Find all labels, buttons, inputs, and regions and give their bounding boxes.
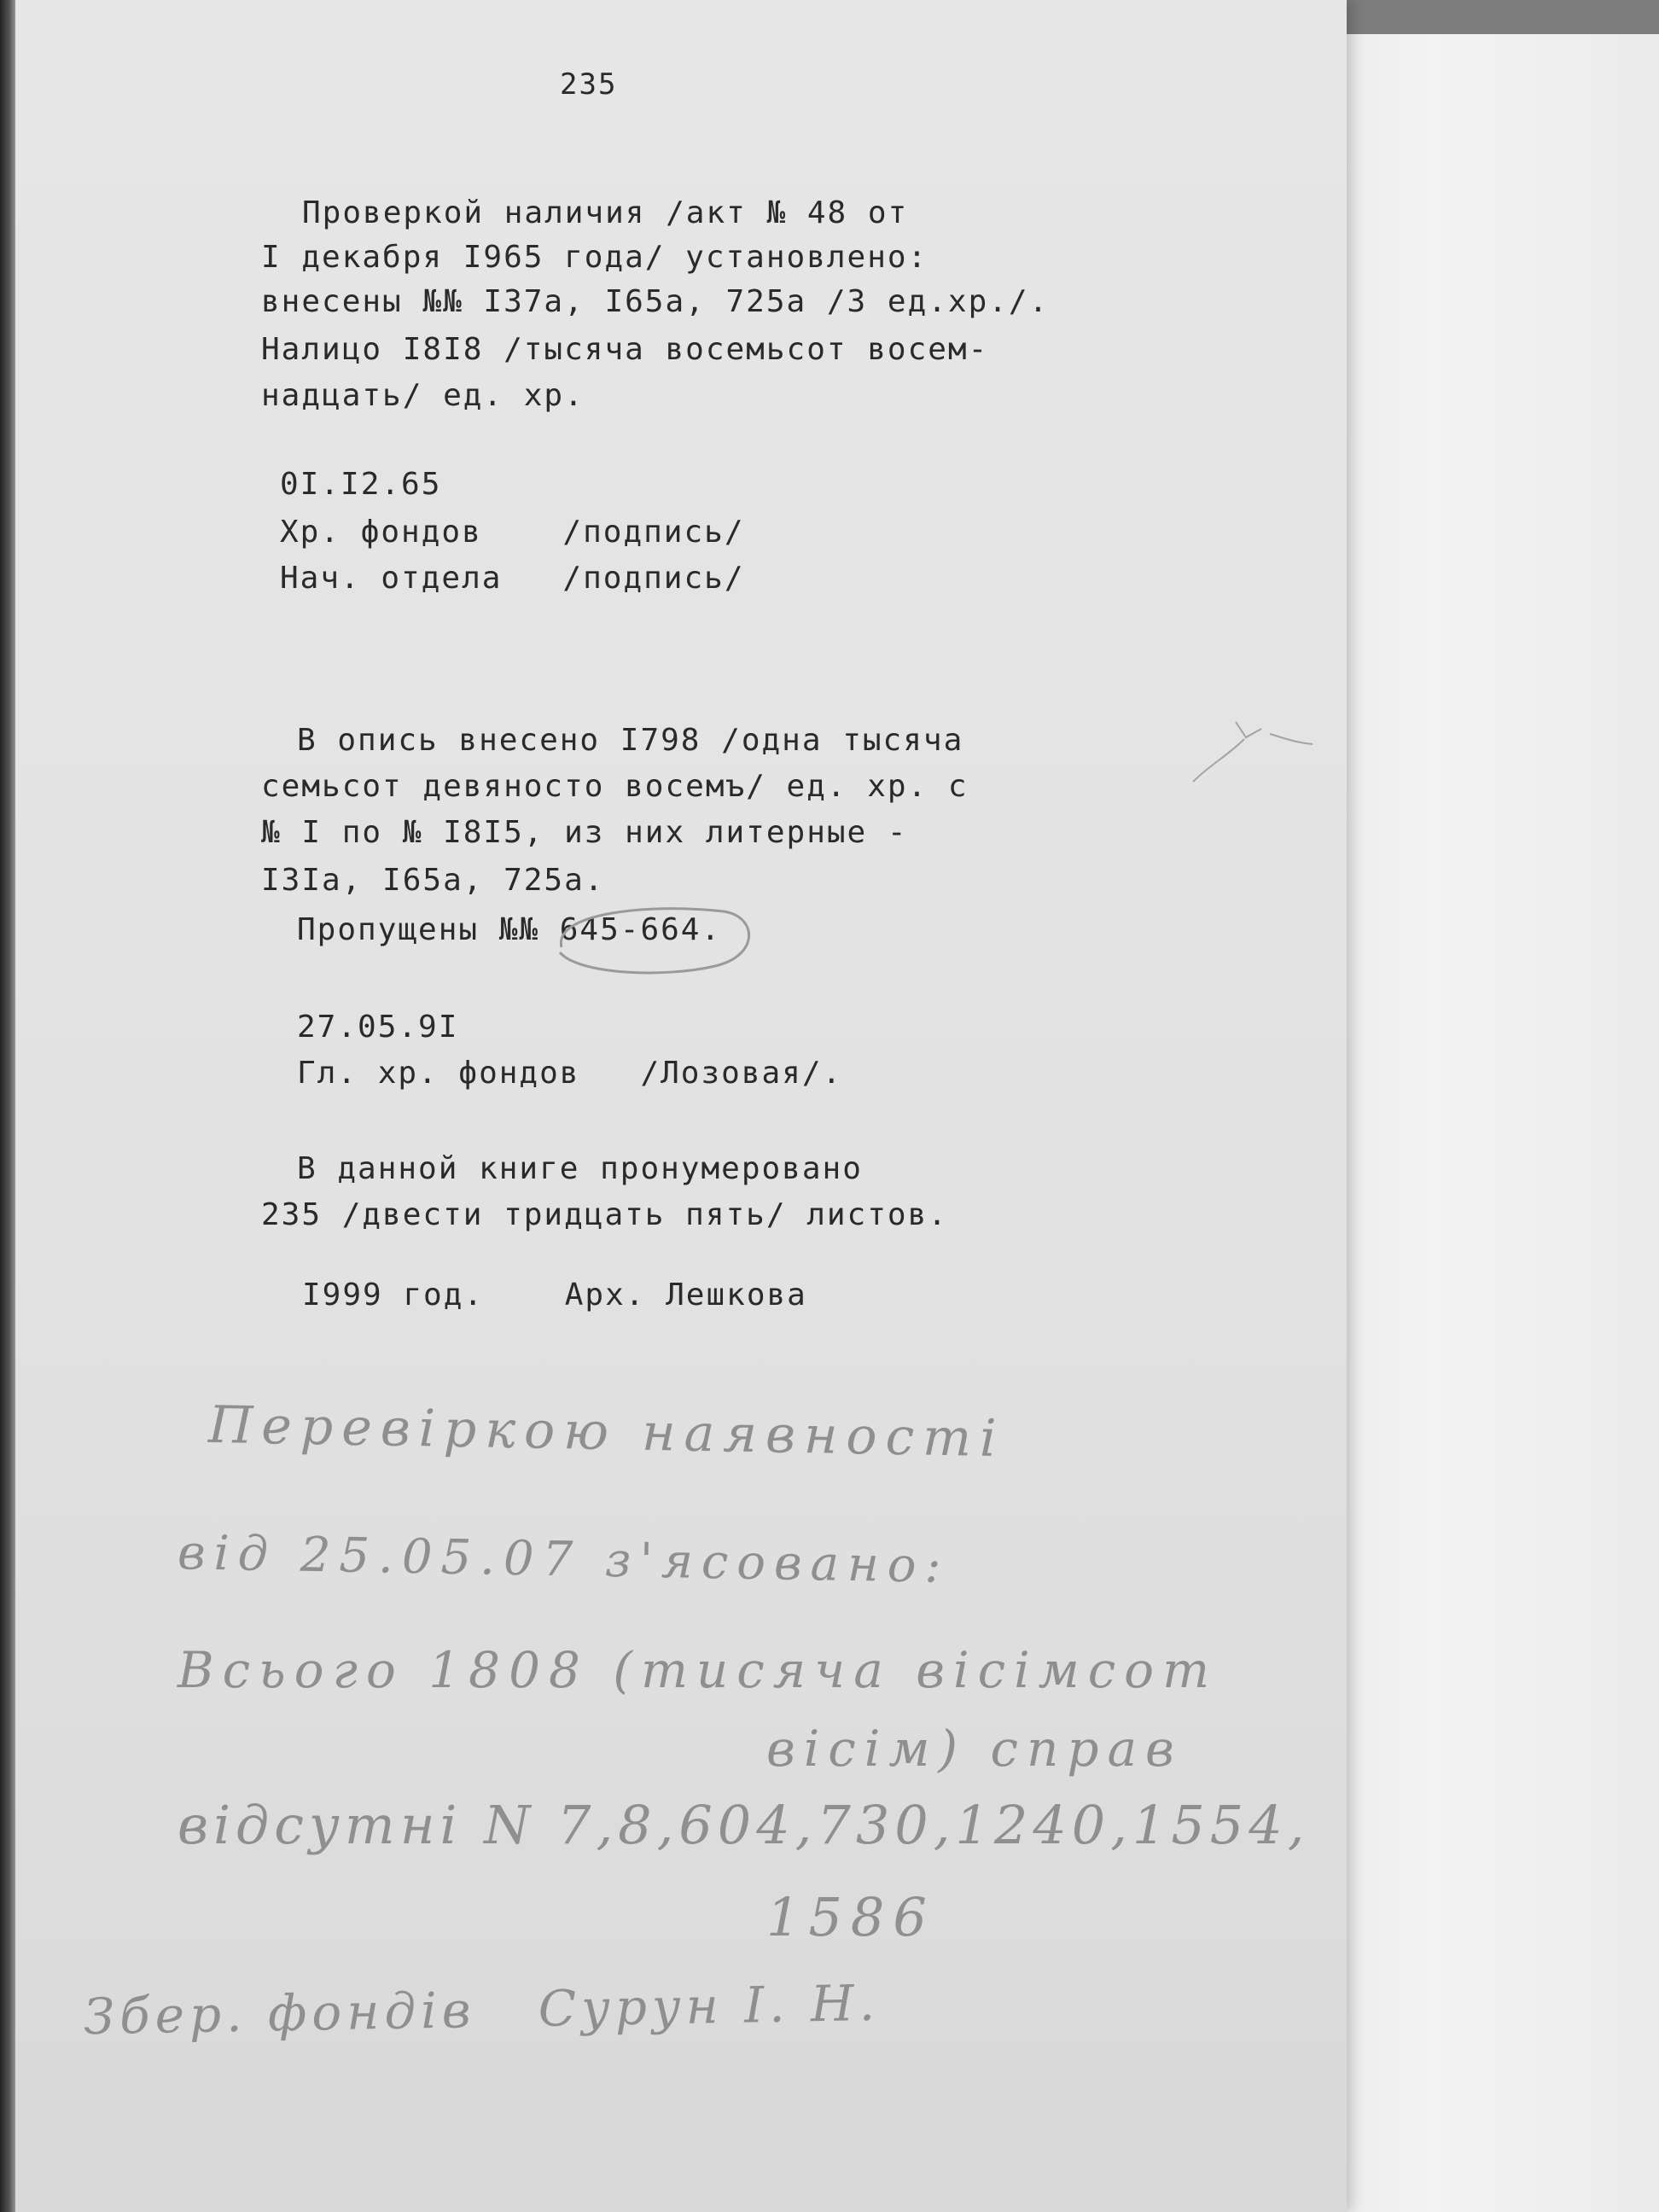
signoff-row: Гл. хр. фондов /Лозовая/. [297, 1056, 843, 1091]
archive-page [15, 0, 1347, 2212]
book-spine-edge [0, 0, 15, 2212]
typed-line: В данной книге пронумеровано [297, 1151, 863, 1186]
typed-line: 235 /двести тридцать пять/ листов. [261, 1197, 948, 1232]
handwritten-line: 1586 [766, 1886, 935, 1948]
handwritten-line: Всього 1808 (тисяча вісімсот [178, 1641, 1219, 1699]
typed-line: В опись внесено I798 /одна тысяча [297, 723, 964, 758]
typed-line: I декабря I965 года/ установлено: [261, 240, 928, 275]
typed-line: надцать/ ед. хр. [261, 378, 585, 413]
typed-line: внесены №№ I37а, I65а, 725а /3 ед.хр./. [261, 284, 1050, 319]
signoff-row: Нач. отдела /подпись/ [280, 561, 745, 596]
typed-line: № I по № I8I5, из них литерные - [261, 815, 908, 850]
handwritten-line: відсутні N 7,8,604,730,1240,1554, [178, 1794, 1310, 1856]
page-number: 235 [560, 67, 618, 102]
handwritten-line: від 25.05.07 з'ясовано: [177, 1525, 951, 1594]
typed-footer: I999 год. Арх. Лешкова [302, 1278, 807, 1313]
typed-line: семьсот девяносто восемъ/ ед. хр. с [261, 769, 969, 804]
typed-line: Проверкой наличия /акт № 48 от [302, 195, 909, 230]
handwritten-line: Збер. фондів Сурун І. Н. [83, 1973, 881, 2046]
handwritten-line: Перевіркою наявності [207, 1394, 1005, 1470]
pencil-circle-mark [544, 896, 766, 981]
signoff-date: 27.05.9I [297, 1010, 459, 1045]
handwritten-line: вісім) справ [766, 1720, 1183, 1778]
typed-line: I3Iа, I65а, 725а. [261, 863, 605, 898]
typed-line: Пропущены №№ 645-664. [297, 912, 722, 947]
typed-line: Налицо I8I8 /тысяча восемьсот восем- [261, 332, 989, 367]
signoff-row: Хр. фондов /подпись/ [280, 515, 745, 550]
pencil-tick-mark [1185, 713, 1321, 790]
signoff-date: 0I.I2.65 [280, 467, 442, 502]
